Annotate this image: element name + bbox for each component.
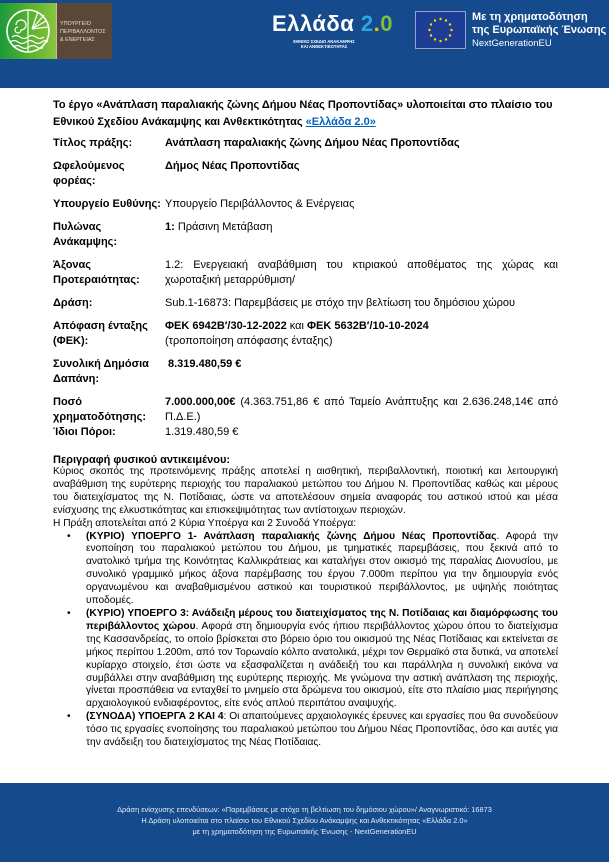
intro-text: Το έργο «Ανάπλαση παραλιακής ζώνης Δήμου Νέας Προποντίδας» υλοποιείται στο πλαίσιο του Εθνικού Σχεδίου Ανάκαμψης και Ανθεκτικότητας	[53, 99, 553, 128]
footer-line: Δράση ενίσχυσης επενδύσεων: «Παρεμβάσεις με στόχο τη βελτίωση του δημόσιου χώρου»/ Αναγνωριστικό: 16873	[117, 805, 492, 814]
ellada-word: Ελλάδα	[272, 11, 355, 36]
subprojects-list	[67, 531, 558, 750]
ellada-subtitle	[276, 39, 372, 49]
field-label: Απόφαση ένταξης (ΦΕΚ):	[53, 320, 148, 347]
field-title	[53, 136, 558, 151]
funding-breakdown: (4.363.751,86 € από Ταμείο Ανάπτυξης και 2.636.248,14€ από Π.Δ.Ε.)	[165, 396, 558, 423]
field-value: Sub.1-16873: Παρεμβάσεις με στόχο την βελτίωση του δημόσιου χώρου	[165, 297, 516, 309]
description-paragraph: Κύριος σκοπός της προτεινόμενης πράξης αποτελεί η αισθητική, περιβαλλοντική, ποιοτική και λειτουργική αναβάθμιση της ευρύτερης περιοχής του παραλιακού μετώπου του Δήμου Ν. Προποντίδας καθώς και μέρους του διατειχίσματος της Ν. Ποτίδαιας, ώστε να αποτελέσουν σημεία αναφοράς του αστικού ιστού και μέσα ενίσχυσης της ελκυστικότητας και επισκεψιμότητας των αντίστοιχων περιοχών.	[53, 466, 558, 516]
ellada-subtitle-line: ΕΘΝΙΚΟ ΣΧΕΔΙΟ ΑΝΑΚΑΜΨΗΣ	[293, 39, 355, 44]
subproject-text: . Αφορά στη δημιουργία ενός ήπιου περιβάλλοντος χώρου όπου το διατείχισμα της Κασσανδρείας, το οποίο βρίσκεται στο βόρειο όριο του οικισμού της Νέας Ποτίδαιας και εκτείνεται σε μήκος περίπου 1.200m, από τον Τορωναίο κόλπο ανατολικά, μέχρι τον Θερμαϊκό στα δυτικά, να αποτελεί κυρίαρχο στοιχείο, έτσι ώστε να εξασφαλίζεται η ανάδειξή του και παράλληλα η συνολική εικόνα να συμβάλλει στην αναβάθμιση της ευρύτερης περιοχής. Με γνώμονα την αστική ανάπλαση της περιοχής, γίνεται προσπάθεια να ενταχθεί το μνημείο στα δρώμενα του οικισμού, είτε στο πλαίσιο μιας περιήγησης αρχαιολογικού ενδιαφέροντος, είτε ενός απλού περιπάτου αναψυχής.	[86, 620, 559, 710]
field-value	[165, 319, 558, 349]
eu-stars-icon	[416, 12, 465, 48]
fek-conjunction: και	[286, 320, 308, 332]
intro-paragraph	[53, 97, 558, 131]
field-value: 1.2: Ενεργειακή αναβάθμιση του κτιριακού αποθέματος της χώρας και χωροταξική μεταρρύθμιση/	[165, 259, 558, 286]
ellada-subtitle-line: ΚΑΙ ΑΝΘΕΚΤΙΚΟΤΗΤΑΣ	[300, 44, 348, 49]
footer-line: Η Δράση υλοποιείται στο πλαίσιο του Εθνικού Σχεδίου Ανάκαμψης και Ανθεκτικότητας «Ελλάδα 2.0»	[141, 816, 468, 825]
field-value: Ανάπλαση παραλιακής ζώνης Δήμου Νέας Προποντίδας	[165, 137, 460, 149]
subproject-item	[67, 531, 558, 608]
ministry-name-block	[56, 3, 112, 59]
subproject-text: . Αφορά την ενοποίηση του παραλιακού μετώπου του Δήμου, με τμηματικές παρεμβάσεις, που ξεκινά από το ανατολικό τμήμα της Κοινότητας Καλλικράτειας και καταλήγει στον οικισμό της παραλίας Διονυσίου, με συνολικό γραμμικό μήκος άξονα παρέμβασης του έργου 7.000m περίπου για την δημιουργία ενός οργανωμένου και αναβαθμισμένου αστικού και τουριστικού περιβάλλοντος, με υψηλής ποιότητας υποδομές.	[86, 530, 558, 607]
field-label: Τίτλος πράξης:	[53, 137, 133, 149]
ellada-zero: 0	[380, 11, 394, 36]
eu-text-line1: Με τη χρηματοδότηση	[472, 11, 588, 23]
subproject-item	[67, 711, 558, 750]
ministry-emblem-icon	[0, 3, 56, 59]
subproject-title: (ΚΥΡΙΟ) ΥΠΟΕΡΓΟ 3: Ανάδειξη μέρους του διατειχίσματος της Ν. Ποτίδαιας και διαμόρφωσης του περιβάλλοντος χώρου	[86, 607, 558, 632]
field-label: Άξονας Προτεραιότητας:	[53, 259, 140, 286]
funding-amount: 7.000.000,00€	[165, 396, 236, 408]
field-decision	[53, 319, 558, 349]
ellada-two: 2	[360, 11, 374, 36]
field-value	[165, 220, 558, 250]
composition-text: Η Πράξη αποτελείται από 2 Κύρια Υποέργα και 2 Συνοδά Υποέργα:	[53, 517, 357, 529]
field-label: Πυλώνας Ανάκαμψης:	[53, 221, 118, 248]
field-axis	[53, 258, 558, 288]
field-label: Δράση:	[53, 297, 93, 309]
field-own-resources	[53, 425, 558, 440]
field-label: Ίδιοι Πόροι:	[53, 426, 116, 438]
field-funding	[53, 395, 558, 425]
field-total-cost	[53, 357, 558, 387]
field-value: Δήμος Νέας Προποντίδας	[165, 160, 300, 172]
field-label: Ωφελούμενος φορέας:	[53, 160, 125, 187]
field-label: Συνολική Δημόσια Δαπάνη:	[53, 358, 149, 385]
ellada-2-wordmark	[272, 12, 412, 36]
field-action	[53, 296, 558, 311]
field-ministry	[53, 197, 558, 212]
footer-line: με τη χρηματοδότηση της Ευρωπαϊκής Ένωσης - NextGenerationEU	[192, 827, 417, 836]
subproject-text: : Οι απαιτούμενες αρχαιολογικές έρευνες και εργασίες που θα συνοδεύουν τόσο τις εργασίες ενοποίησης του παραλιακού μετώπου του Δήμου Νέας Προποντίδας, όσο και αυτές για την ανάδειξη του διατειχίσματος της Νέας Ποτίδαιας.	[86, 711, 558, 749]
description-title: Περιγραφή φυσικού αντικειμένου:	[53, 454, 231, 466]
eu-flag-icon	[415, 11, 466, 49]
bullet-icon: •	[67, 607, 71, 619]
pillar-number: 1:	[165, 221, 175, 233]
project-fields	[53, 136, 558, 440]
field-label: Υπουργείο Ευθύνης:	[53, 198, 161, 210]
fek-1: ΦΕΚ 6942Β′/30-12-2022	[165, 320, 287, 332]
document-body	[53, 97, 558, 750]
ministry-name-line: ΠΕΡΙΒΑΛΛΟΝΤΟΣ	[60, 29, 106, 35]
eu-funding-text	[472, 11, 606, 50]
field-label: Ποσό χρηματοδότησης:	[53, 396, 147, 423]
field-value: Υπουργείο Περιβάλλοντος & Ενέργειας	[165, 198, 355, 210]
footer-banner	[0, 783, 609, 862]
ministry-name-line: & ΕΝΕΡΓΕΙΑΣ	[60, 37, 95, 43]
subproject-item	[67, 608, 558, 711]
field-value: 8.319.480,59 €	[168, 358, 242, 370]
subproject-title: (ΚΥΡΙΟ) ΥΠΟΕΡΓΟ 1- Ανάπλαση παραλιακής ζώνης Δήμου Νέας Προποντίδας	[86, 530, 497, 542]
ellada-2-logo	[272, 12, 412, 49]
field-pillar	[53, 220, 558, 250]
subproject-title: (ΣΥΝΟΔΑ) ΥΠΟΕΡΓΑ 2 ΚΑΙ 4	[86, 711, 224, 723]
eu-text-line3: NextGenerationEU	[472, 38, 552, 49]
sun-sea-emblem-icon	[4, 7, 52, 55]
header-banner	[0, 0, 609, 88]
ministry-environment-energy-logo	[0, 3, 112, 59]
bullet-icon: •	[67, 711, 71, 723]
ministry-name-line: ΥΠΟΥΡΓΕΙΟ	[60, 21, 91, 27]
bullet-icon: •	[67, 530, 71, 542]
field-value	[165, 395, 558, 425]
field-value: 1.319.480,59 €	[165, 426, 239, 438]
pillar-name: Πράσινη Μετάβαση	[174, 221, 273, 233]
ellada-dot: .	[373, 11, 381, 36]
fek-2: ΦΕΚ 5632Β′/10-10-2024	[307, 320, 429, 332]
ellada-2-link[interactable]: «Ελλάδα 2.0»	[305, 116, 376, 128]
fek-note: (τροποποίηση απόφασης ένταξης)	[165, 335, 333, 347]
field-beneficiary	[53, 159, 558, 189]
eu-text-line2: της Ευρωπαϊκής Ένωσης	[472, 24, 607, 36]
